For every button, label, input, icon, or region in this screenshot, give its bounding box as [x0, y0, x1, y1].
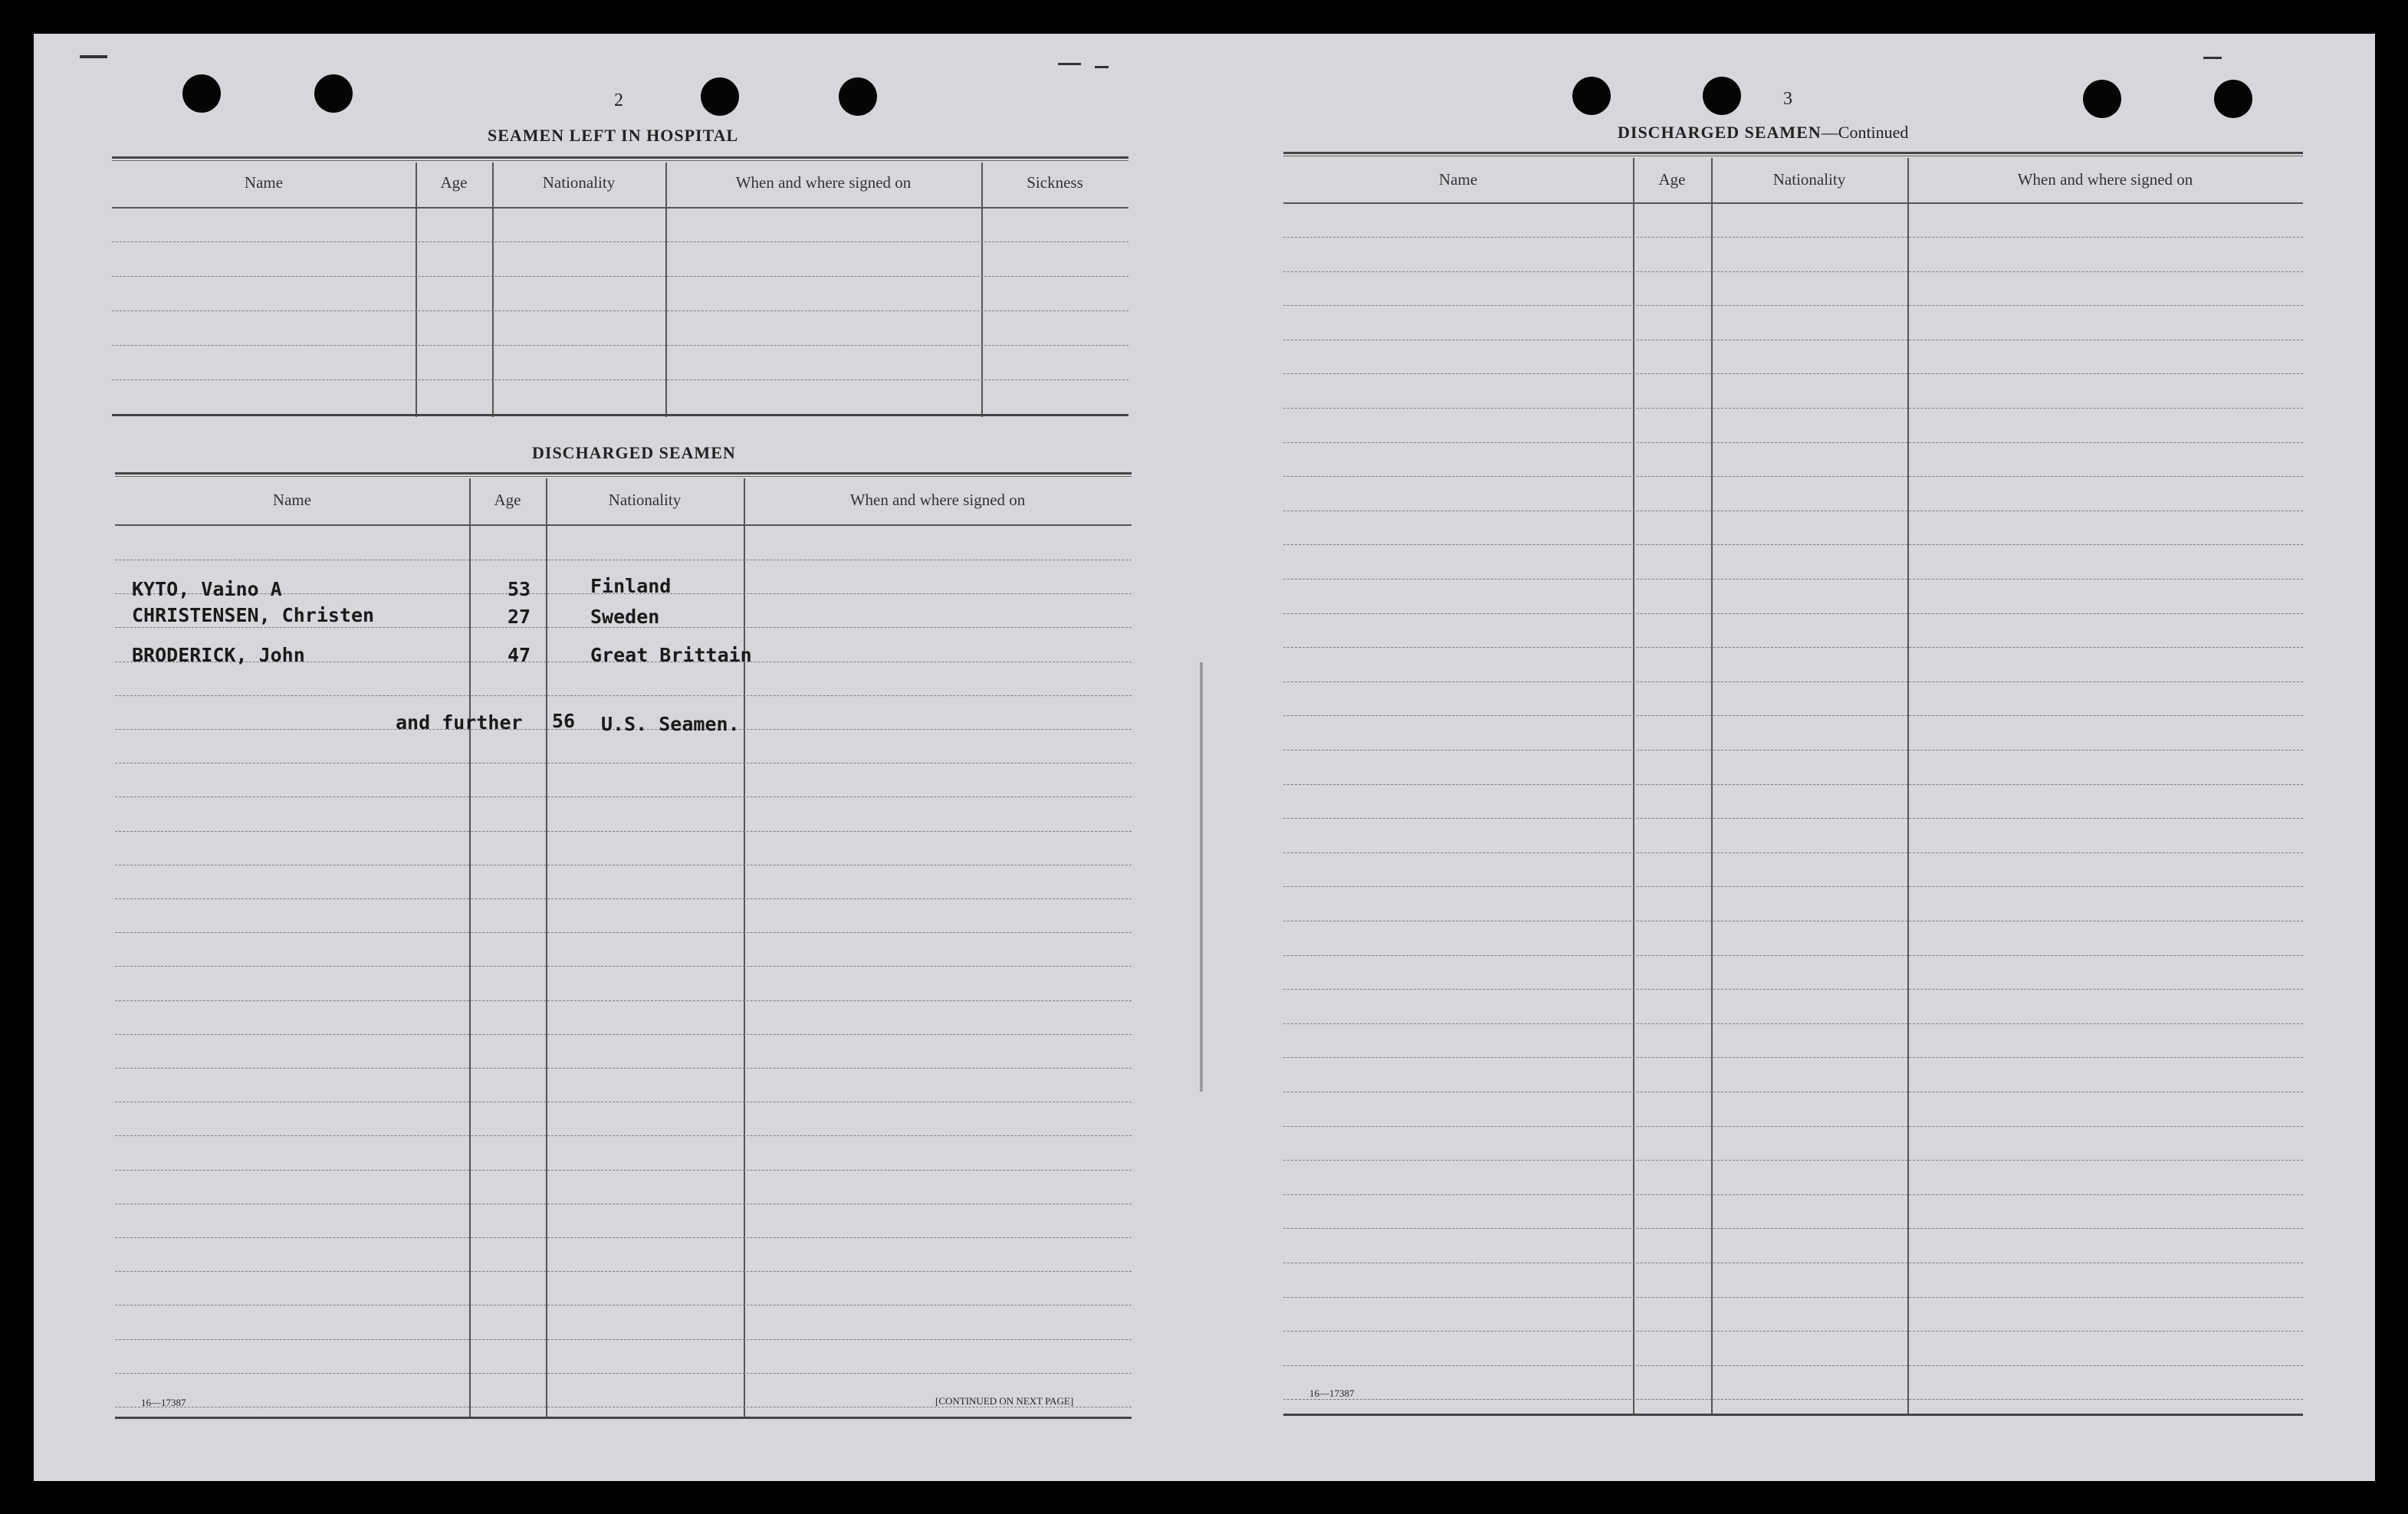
page-number: 2	[614, 90, 623, 110]
punch-hole	[182, 74, 221, 113]
row-rule	[115, 1373, 1132, 1374]
discharged-continued-table	[1283, 152, 2303, 1417]
column-header-nationality: Nationality	[542, 173, 616, 192]
entry-name: CHRISTENSEN, Christen	[132, 604, 375, 626]
table-bottom-rule	[112, 414, 1128, 416]
scan-speck	[1058, 63, 1081, 65]
column-header-name: Name	[1438, 170, 1478, 189]
entry-age: 47	[508, 644, 531, 666]
punch-hole	[314, 74, 353, 113]
right-title-main: DISCHARGED SEAMEN	[1618, 123, 1822, 142]
row-rule	[1283, 1365, 2303, 1366]
row-rule	[1283, 1126, 2303, 1127]
entry-nationality: Finland	[590, 575, 672, 597]
row-rule	[1283, 442, 2303, 443]
row-rule	[1283, 476, 2303, 477]
right-title-suffix: —Continued	[1821, 123, 1909, 142]
entry-name: BRODERICK, John	[132, 644, 305, 666]
column-header-name: Name	[272, 491, 312, 509]
row-rule	[115, 966, 1132, 967]
column-header-nationality: Nationality	[1772, 170, 1846, 189]
row-rule	[1283, 1228, 2303, 1229]
entry-age: 53	[508, 578, 531, 600]
entry-nationality: Sweden	[590, 606, 660, 628]
row-rule	[115, 1068, 1132, 1069]
row-rule	[115, 831, 1132, 832]
continued-note: [CONTINUED ON NEXT PAGE]	[935, 1395, 1074, 1407]
column-header-signed-on: When and where signed on	[735, 173, 912, 192]
row-rule	[115, 1271, 1132, 1272]
row-rule	[115, 932, 1132, 933]
row-rule	[1283, 1297, 2303, 1298]
right-section-title	[1618, 123, 1908, 143]
row-rule	[1283, 1057, 2303, 1058]
column-header-nationality: Nationality	[608, 491, 682, 509]
row-rule	[1283, 1023, 2303, 1024]
table-bottom-rule	[1283, 1414, 2303, 1416]
row-rule	[1283, 579, 2303, 580]
column-header-signed-on: When and where signed on	[849, 491, 1026, 509]
row-rule	[115, 1237, 1132, 1238]
punch-hole	[1572, 77, 1611, 115]
entry-nationality: Great Brittain	[590, 644, 752, 666]
punch-hole	[2214, 80, 2252, 118]
row-rule	[1283, 237, 2303, 238]
further-count: 56	[552, 710, 576, 732]
row-rule	[1283, 681, 2303, 682]
row-rule	[1283, 784, 2303, 785]
entry-age: 27	[508, 606, 531, 628]
row-rule	[1283, 544, 2303, 545]
row-rule	[1283, 305, 2303, 306]
column-header-age: Age	[1658, 170, 1686, 189]
punch-hole	[1703, 77, 1741, 115]
row-rule	[115, 898, 1132, 899]
row-rule	[112, 310, 1128, 311]
row-rules	[1283, 152, 2303, 1417]
row-rule	[115, 1170, 1132, 1171]
row-rule	[1283, 818, 2303, 819]
row-rule	[1283, 373, 2303, 374]
column-header-sickness: Sickness	[1027, 173, 1083, 192]
row-rule	[112, 345, 1128, 346]
fold-mark	[1200, 662, 1203, 1092]
row-rule	[1283, 955, 2303, 956]
row-rule	[115, 763, 1132, 764]
row-rule	[115, 1339, 1132, 1340]
column-header-age: Age	[494, 491, 521, 509]
column-header-name: Name	[244, 173, 284, 192]
table-bottom-rule	[115, 1417, 1132, 1419]
row-rule	[1283, 886, 2303, 887]
row-rule	[115, 1000, 1132, 1001]
scan-speck	[1095, 66, 1109, 68]
row-rule	[1283, 613, 2303, 614]
page-number: 3	[1783, 89, 1792, 109]
punch-hole	[839, 77, 877, 116]
row-rule	[1283, 1399, 2303, 1400]
punch-hole	[701, 77, 739, 116]
document-sheet	[34, 34, 2375, 1481]
row-rule	[1283, 1331, 2303, 1332]
row-rule	[1283, 852, 2303, 853]
further-prefix: and further	[396, 711, 523, 734]
form-number: 16—17387	[141, 1397, 186, 1408]
row-rule	[112, 276, 1128, 277]
row-rule	[115, 1135, 1132, 1136]
header-rule	[112, 207, 1128, 209]
row-rule	[115, 796, 1132, 797]
row-rule	[115, 695, 1132, 696]
discharged-table	[115, 472, 1132, 1420]
row-rule	[112, 379, 1128, 380]
discharged-section-title: DISCHARGED SEAMEN	[532, 443, 736, 462]
scan-speck	[2203, 57, 2222, 59]
row-rule	[1283, 1160, 2303, 1161]
entry-name: KYTO, Vaino A	[132, 578, 282, 600]
row-rule	[1283, 271, 2303, 272]
row-rule	[1283, 1194, 2303, 1195]
column-header-signed-on: When and where signed on	[2017, 170, 2193, 189]
form-number: 16—17387	[1309, 1388, 1355, 1399]
table-top-rule	[112, 156, 1128, 161]
row-rule	[1283, 989, 2303, 990]
row-rule	[1283, 715, 2303, 716]
column-header-age: Age	[440, 173, 468, 192]
row-rule	[1283, 647, 2303, 648]
hospital-section-title: SEAMEN LEFT IN HOSPITAL	[488, 126, 739, 145]
further-text: U.S. Seamen.	[601, 713, 740, 735]
hospital-table	[112, 156, 1128, 417]
row-rule	[112, 241, 1128, 242]
punch-hole	[2083, 80, 2121, 118]
row-rule	[115, 1034, 1132, 1035]
row-rule	[1283, 408, 2303, 409]
scan-speck	[80, 55, 107, 58]
